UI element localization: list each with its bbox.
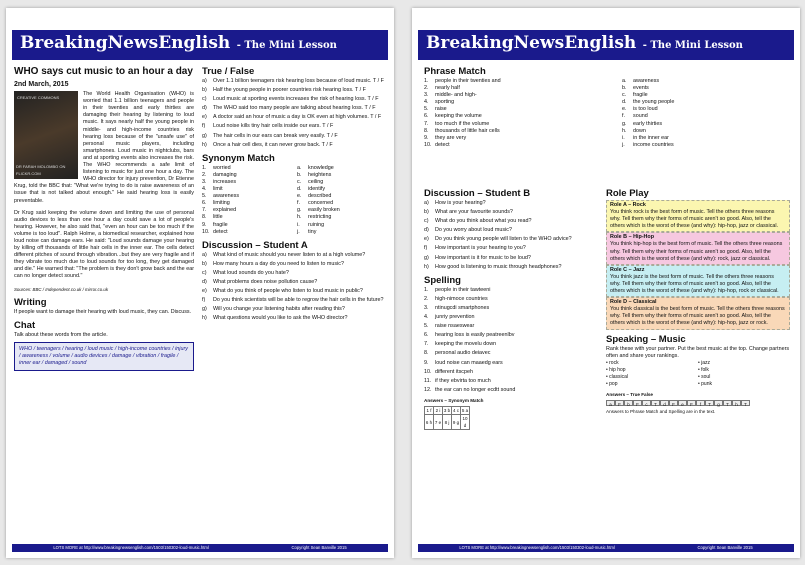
list-item: • soul [698, 373, 711, 380]
list-item: d. identify [297, 186, 326, 193]
list-item: j. tiny [297, 228, 317, 235]
answers-synonym-label: Answers – Synonym Match [424, 397, 484, 403]
list-item: d) What problems does noise pollution cause? [202, 278, 318, 285]
list-item: a) How is your hearing? [424, 200, 486, 206]
list-item: • rock [606, 359, 619, 366]
list-item: e. is too loud [622, 106, 658, 113]
list-item: 10. detect [202, 228, 228, 235]
list-item: b) What are your favourite sounds? [424, 209, 513, 216]
list-item: b. events [622, 85, 649, 92]
list-item: i. ruining [297, 221, 325, 228]
chat-intro: Talk about these words from the article. [14, 331, 108, 338]
speaking-intro: Rank these with your partner. Put the best music at the top. Change partners often and share your rankings. [606, 345, 790, 359]
list-item: 1. people in their twenties and [424, 78, 501, 84]
list-item: 6. limiting [202, 200, 230, 207]
article-title: WHO says cut music to an hour a day [14, 66, 193, 77]
list-item: h) Once a hair cell dies, it can never grow back. T / F [202, 141, 333, 148]
list-item: g. easily broken [297, 207, 340, 214]
list-item: 3. ntinugcdi smartphones [424, 304, 490, 311]
list-item: 11. if they ebvirta too much [424, 377, 491, 384]
article-paragraph: The World Health Organisation (WHO) is worried that 1.1 billion teenagers and people in their twenties and early thirties are damaging their hearing by listening to loud music. It says nearly half the young people in middle- and high-income countries risk hearing loss because of the "unsafe use" of personal music players, including smartphones. Loud music in nightclubs, bars and at sporting events also increases the risk. The WHO recommends a safe limit of listening to music for just one hour a day. The WHO director for injury prevention, Dr Etienne Krug, told the BBC that: "What we're trying to do is raise awareness of an issue that is not talked about enough." He said hearing loss is easily preventable. [14, 91, 194, 204]
footer-bar [12, 544, 388, 552]
list-item: d) The WHO said too many people are talking about hearing loss. T / F [202, 105, 376, 112]
synonym-grid [202, 165, 386, 236]
list-item: f. sound [622, 113, 648, 120]
list-item: 5. raise nsaeswear [424, 323, 475, 330]
list-item: 12. the ear can no longer ecdtt sound [424, 386, 516, 393]
page-right [412, 8, 800, 558]
list-item: 6. keeping the volume [424, 113, 482, 120]
list-item: 2. damaging [202, 171, 237, 178]
footer-link[interactable]: LOTS MORE at http://www.breakingnewsenglish.com/1503/150302-loud-music.html [53, 545, 209, 550]
list-item: e. described [297, 193, 332, 200]
list-item: a) What kind of music should you never listen to at a high volume? [202, 251, 366, 258]
photo-label: CREATIVE COMMONS [17, 95, 60, 101]
list-item: 9. loud noise can maaedg ears [424, 359, 503, 366]
list-item: f) How important is your hearing to you? [424, 245, 526, 252]
discussion-b-list [424, 200, 600, 271]
list-item: 4. limit [202, 186, 223, 193]
list-item: 6. hearing loss is easily peatreenlbv [424, 332, 515, 339]
right-lower-column [606, 188, 790, 540]
list-item: 7. explained [202, 207, 237, 214]
list-item: 8. personal audio deiavec [424, 350, 491, 357]
role-card: Role A – Rock You think rock is the best form of music. Tell the others three reasons why. Tell them why their forms of music aren't so good. Also, tell the others which is the worst of these (and why): hip-hop, jazz or classical. [606, 200, 790, 232]
speaking-title: Speaking – Music [606, 333, 686, 345]
exercise-column [202, 66, 386, 534]
brand-subtitle: - The Mini Lesson [642, 40, 743, 51]
list-item: g) How important is it for music to be loud? [424, 254, 531, 261]
list-item: e) A doctor said an hour of music a day is OK even at high volumes. T / F [202, 114, 382, 121]
photo-caption: DR FARAH MOLOMBO ON FLICKR.COM [16, 163, 66, 176]
list-item: a. awareness [622, 78, 660, 84]
list-item: g) The hair cells in our ears can break very easily. T / F [202, 132, 338, 139]
list-item: 3. middle- and high- [424, 92, 477, 99]
list-item: 2. nearly half [424, 85, 460, 92]
spelling-list [424, 287, 600, 394]
list-item: 5. awareness [202, 193, 240, 200]
answers-tf-label: Answers – True False [606, 392, 653, 398]
list-item: i. in the inner ear [622, 134, 669, 141]
spelling-title: Spelling [424, 274, 461, 286]
list-item: 8. thousands of little hair cells [424, 127, 500, 134]
list-item: f) Loud noise kills tiny hair cells inside our ears. T / F [202, 123, 334, 130]
writing-title: Writing [14, 296, 47, 308]
list-item: • hip hop [606, 366, 626, 373]
list-item: h. restricting [297, 214, 332, 221]
answers-note: Answers to Phrase Match and Spelling are in the text. [606, 409, 716, 415]
list-item: e) What do you think of people who listen to loud music in public? [202, 288, 363, 295]
article-paragraph: Dr Krug said keeping the volume down and limiting the use of personal audio devices to less than one hour a day could save a lot of people's hearing. However, he also said that, "even an hour can be too much if the volume is too loud". Ralph Holme, a biomedical researcher, explained how loud noise can damage ears. He said: "Loud sounds damage your hearing by killing off thousands of little hair cells in the inner ear. The cells detect different pitches of sound through vibration...but they are very fragile and if they vibrate too much due to loud sounds for too long, they get damaged and die." He warned that: "The problem is they don't grow back and the ear can no longer detect sound." [14, 209, 194, 280]
truefalse-title: True / False [202, 66, 255, 77]
phrase-grid [424, 78, 790, 149]
footer-bar [418, 544, 794, 552]
article-photo [14, 91, 78, 179]
list-item: 10. detect [424, 141, 450, 148]
writing-text: If people want to damage their hearing with loud music, they can. Discuss. [14, 308, 192, 315]
brand-title: BreakingNewsEnglish [426, 33, 637, 53]
role-card: Role C – Jazz You think jazz is the best form of music. Tell the others three reasons why. Tell them why their forms of music aren't so good. Also, tell the others which is the worst of these (and why): hip-hop, rock or classical. [606, 265, 790, 297]
list-item: d. the young people [622, 99, 675, 106]
header-banner [12, 30, 388, 60]
phrase-match-section [424, 66, 790, 191]
list-item: c. fragile [622, 92, 648, 99]
list-item: 10. different itscpeh [424, 368, 473, 375]
roleplay-title: Role Play [606, 188, 649, 199]
list-item: • pop [606, 380, 618, 387]
list-item: 5. raise [424, 106, 447, 113]
list-item: f. concerned [297, 200, 334, 207]
list-item: 2. high-nimoce countries [424, 295, 488, 302]
list-item: 7. too much if the volume [424, 120, 490, 127]
list-item: h. down [622, 127, 646, 134]
list-item: b) How many hours a day do you need to listen to music? [202, 260, 344, 267]
list-item: • classical [606, 373, 629, 380]
phrase-title: Phrase Match [424, 66, 486, 77]
list-item: 1. worried [202, 164, 231, 171]
list-item: e) Do you think young people will listen to the WHO advice? [424, 236, 572, 243]
discussion-a-title: Discussion – Student A [202, 239, 308, 251]
list-item: 4. sporting [424, 99, 455, 106]
article-date: 2nd March, 2015 [14, 81, 69, 88]
role-card: Role D – Classical You think classical is the best form of music. Tell the others three reasons why. Tell them why their forms of music aren't so good. Also, tell the others which is the worst of these (and why): hip-hop, jazz or rock. [606, 297, 790, 329]
header-banner [418, 30, 794, 60]
list-item: a) Over 1.1 billion teenagers risk hearing loss because of loud music. T / F [202, 78, 384, 84]
list-item: g) Will you change your listening habits after reading this? [202, 306, 345, 313]
list-item: 7. keeping the movelu down [424, 341, 497, 348]
list-item: 9. they are very [424, 134, 467, 141]
page-left [6, 8, 394, 558]
brand-title: BreakingNewsEnglish [20, 33, 231, 53]
role-card: Role B – Hip-Hop You think hip-hop is the best form of music. Tell the others three reasons why. Tell them why their forms of music aren't so good. Also, tell the others which is the worst of these (and why): rock, jazz or classical. [606, 232, 790, 264]
answers-tf-row: a F b F c T d F e F f T g T h T [606, 400, 790, 406]
article-body [14, 91, 194, 293]
chat-words-box: WHO / teenagers / hearing / loud music / high-income countries / injury / awareness / volume / audio devices / damage / vibration / fragile / inner ear / damaged / sound [14, 342, 194, 371]
list-item: b. heightens [297, 171, 332, 178]
article-column [14, 66, 194, 534]
list-item: c) Loud music at sporting events increases the risk of hearing loss. T / F [202, 96, 379, 103]
list-item: a. knowledge [297, 164, 334, 171]
synonym-title: Synonym Match [202, 152, 275, 164]
truefalse-list [202, 78, 386, 149]
speaking-list [606, 360, 790, 388]
list-item: 3. increases [202, 178, 237, 185]
list-item: 1. people in their tawteeni [424, 286, 491, 293]
answers-synonym-table: 1 f 2 i 3 b 4 c 5 a 6 h 7 e 8 j 9 g 10 d [425, 407, 469, 429]
chat-title: Chat [14, 319, 36, 331]
list-item: g. early thirties [622, 120, 663, 127]
roleplay-cards [606, 200, 790, 330]
list-item: f) Do you think scientists will be able to regrow the hair cells in the future? [202, 297, 384, 304]
list-item: c) What loud sounds do you hate? [202, 269, 289, 276]
list-item: j. income countries [622, 141, 674, 148]
list-item: c. ceiling [297, 178, 324, 185]
list-item: h) How good is listening to music through headphones? [424, 263, 562, 270]
footer-copyright: Copyright Sean Banville 2015 [291, 545, 347, 550]
list-item: d) Do you worry about loud music? [424, 227, 513, 234]
list-item: • punk [698, 380, 712, 387]
discussion-b-title: Discussion – Student B [424, 188, 531, 199]
list-item: 9. fragile [202, 221, 228, 228]
brand-subtitle: - The Mini Lesson [236, 40, 337, 51]
list-item: 4. junriy prevention [424, 314, 475, 321]
discussion-a-list [202, 252, 386, 323]
footer-copyright: Copyright Sean Banville 2015 [697, 545, 753, 550]
list-item: h) What questions would you like to ask the WHO director? [202, 315, 348, 322]
list-item: b) Half the young people in poorer countries risk hearing loss. T / F [202, 87, 366, 94]
list-item: c) What do you think about what you read? [424, 218, 532, 225]
list-item: 8. little [202, 214, 223, 221]
article-sources: Sources: BBC / Independent.co.uk / mirror.co.uk [14, 286, 109, 292]
list-item: • jazz [698, 359, 711, 366]
footer-link[interactable]: LOTS MORE at http://www.breakingnewsenglish.com/1503/150302-loud-music.html [459, 545, 615, 550]
list-item: • folk [698, 366, 709, 373]
left-lower-column [424, 188, 600, 540]
